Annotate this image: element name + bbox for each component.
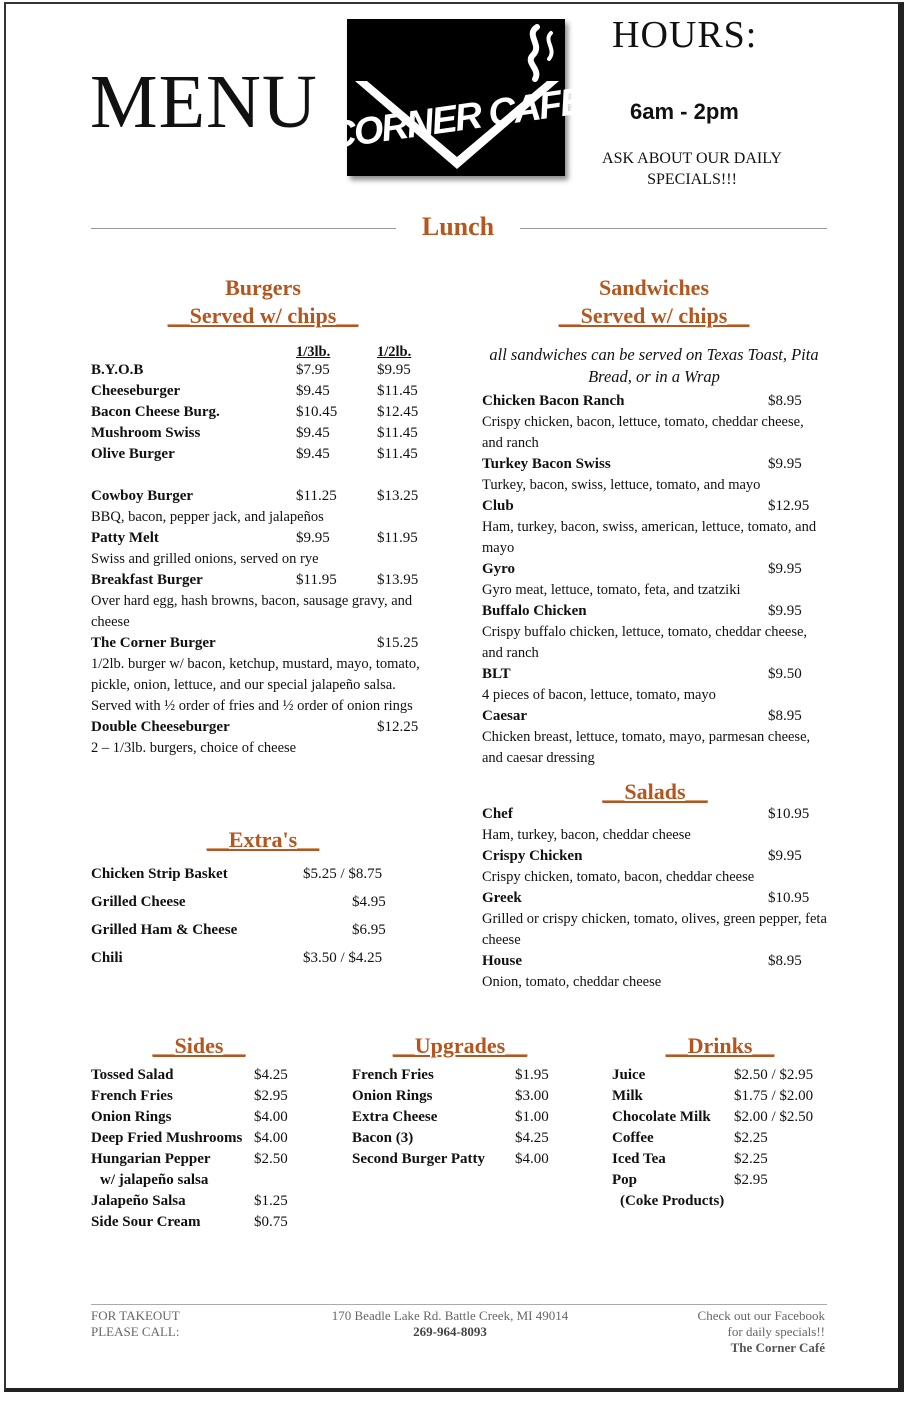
- text-field: $4.00: [515, 1151, 549, 1167]
- menu-item: [612, 1149, 827, 1170]
- text-field: Patty Melt: [91, 530, 159, 546]
- item-subtext: w/ jalapeño salsa: [100, 1172, 209, 1188]
- text-field: $8.95: [768, 708, 802, 724]
- text-field: Olive Burger: [91, 446, 175, 462]
- text-field: Greek: [482, 890, 522, 906]
- text-field: $2.25: [734, 1130, 768, 1146]
- text-field: $9.95: [768, 561, 802, 577]
- menu-item: [352, 1086, 572, 1107]
- text-field: $9.50: [768, 666, 802, 682]
- text-field: $1.25: [254, 1193, 288, 1209]
- text-field: $12.25: [377, 719, 419, 735]
- text-field: Club: [482, 498, 514, 514]
- menu-item: [91, 717, 431, 738]
- menu-item: [91, 528, 431, 549]
- footer-rule: [91, 1304, 827, 1305]
- text-field: $9.95: [768, 456, 802, 472]
- corner-cafe-logo: [325, 19, 587, 176]
- size-header-half: 1/2lb.: [377, 344, 412, 360]
- item-description: Onion, tomato, cheddar cheese: [482, 974, 662, 990]
- item-description: Gyro meat, lettuce, tomato, feta, and tzatziki: [482, 582, 741, 598]
- text-field: __Served w/ chips__: [167, 303, 359, 328]
- extras-heading: __Extra's__: [206, 827, 320, 852]
- item-description: Grilled or crispy chicken, tomato, olives, green pepper, feta cheese: [482, 911, 827, 948]
- menu-item: [91, 920, 411, 948]
- text-field: $8.95: [768, 953, 802, 969]
- menu-item: [612, 1128, 827, 1149]
- text-field: $4.25: [515, 1130, 549, 1146]
- menu-item: [352, 1065, 572, 1086]
- text-field: $2.00 / $2.50: [734, 1109, 814, 1125]
- menu-item: [91, 1149, 311, 1170]
- text-field: BLT: [482, 666, 511, 682]
- text-field: Bacon (3): [352, 1130, 414, 1146]
- specials-note: ASK ABOUT OUR DAILY SPECIALS!!!: [602, 150, 782, 188]
- item-description: 4 pieces of bacon, lettuce, tomato, mayo: [482, 687, 716, 703]
- text-field: $9.45: [296, 383, 330, 399]
- sandwiches-note: all sandwiches can be served on Texas Toast, Pita Bread, or in a Wrap: [489, 345, 819, 386]
- menu-item: [482, 496, 827, 517]
- size-header-third: 1/3lb.: [296, 344, 331, 360]
- sandwiches-heading: [520, 274, 788, 330]
- text-field: Gyro: [482, 561, 516, 577]
- footer-takeout: [91, 1308, 180, 1340]
- extras-list: [91, 864, 411, 976]
- text-field: $4.00: [254, 1130, 288, 1146]
- menu-item: [91, 864, 411, 892]
- text-field: Double Cheeseburger: [91, 719, 230, 735]
- text-field: $13.95: [377, 572, 419, 588]
- menu-item: [482, 559, 827, 580]
- item-description: Turkey, bacon, swiss, lettuce, tomato, and mayo: [482, 477, 761, 493]
- item-description: Crispy chicken, bacon, lettuce, tomato, cheddar cheese, and ranch: [482, 414, 804, 451]
- text-field: $9.95: [768, 603, 802, 619]
- text-field: $2.50: [254, 1151, 288, 1167]
- menu-item: [91, 1191, 311, 1212]
- item-description: 2 – 1/3lb. burgers, choice of cheese: [91, 740, 297, 756]
- drinks-heading: __Drinks__: [665, 1033, 775, 1058]
- menu-item: [91, 570, 431, 591]
- text-field: Deep Fried Mushrooms: [91, 1130, 243, 1146]
- text-field: Hungarian Pepper: [91, 1151, 211, 1167]
- text-field: Chicken Bacon Ranch: [482, 393, 625, 409]
- menu-item: [91, 892, 411, 920]
- menu-item: [91, 402, 431, 423]
- menu-item: [612, 1170, 827, 1191]
- text-field: $9.95: [296, 530, 330, 546]
- hours-value: 6am - 2pm: [630, 99, 739, 124]
- text-field: $12.45: [377, 404, 419, 420]
- cafe-name: The Corner Café: [730, 1340, 825, 1355]
- sides-list: [91, 1065, 311, 1233]
- text-field: House: [482, 953, 523, 969]
- text-field: Caesar: [482, 708, 527, 724]
- text-field: $0.75: [254, 1214, 288, 1230]
- text-field: Cowboy Burger: [91, 488, 194, 504]
- text-field: $11.45: [377, 425, 418, 441]
- menu-item: [482, 601, 827, 622]
- text-field: $4.00: [254, 1109, 288, 1125]
- menu-item: [91, 423, 431, 444]
- text-field: Pop: [612, 1172, 638, 1188]
- menu-item: [91, 1086, 311, 1107]
- item-description: 1/2lb. burger w/ bacon, ketchup, mustard, mayo, tomato, pickle, onion, lettuce, and our special jalapeño salsa. Served with ½ order of fries and ½ order of onion rings: [91, 656, 420, 714]
- text-field: $4.95: [352, 894, 386, 910]
- menu-item: [482, 951, 827, 972]
- text-field: Buffalo Chicken: [482, 603, 587, 619]
- text-field: $4.25: [254, 1067, 288, 1083]
- item-description: Ham, turkey, bacon, cheddar cheese: [482, 827, 691, 843]
- menu-item: [482, 454, 827, 475]
- text-field: $6.95: [352, 922, 386, 938]
- menu-item: [352, 1107, 572, 1128]
- menu-item: [91, 1212, 311, 1233]
- menu-title: MENU: [90, 60, 318, 144]
- text-field: $10.45: [296, 404, 338, 420]
- text-field: $9.95: [377, 362, 411, 378]
- text-field: Side Sour Cream: [91, 1214, 201, 1230]
- text-field: Tossed Salad: [91, 1067, 174, 1083]
- burgers-heading: [132, 274, 394, 330]
- menu-item: [91, 444, 431, 465]
- text-field: Grilled Ham & Cheese: [91, 922, 238, 938]
- menu-item: [482, 846, 827, 867]
- text-field: $11.45: [377, 446, 418, 462]
- burgers-list: [91, 360, 431, 759]
- text-field: $11.25: [296, 488, 337, 504]
- item-description: Crispy buffalo chicken, lettuce, tomato, cheddar cheese, and ranch: [482, 624, 808, 661]
- text-field: Mushroom Swiss: [91, 425, 201, 441]
- text-field: Grilled Cheese: [91, 894, 186, 910]
- text-field: $11.45: [377, 383, 418, 399]
- text-field: Check out our Facebook: [697, 1308, 825, 1323]
- menu-item: [91, 948, 411, 976]
- text-field: Onion Rings: [352, 1088, 433, 1104]
- menu-item: [91, 486, 431, 507]
- text-field: $2.95: [734, 1172, 768, 1188]
- text-field: French Fries: [352, 1067, 434, 1083]
- menu-item: [91, 1065, 311, 1086]
- menu-item: [91, 633, 431, 654]
- menu-item: [482, 664, 827, 685]
- item-description: Swiss and grilled onions, served on rye: [91, 551, 319, 567]
- svg-text:CORNER CAFE: CORNER CAFE: [325, 80, 587, 158]
- text-field: $12.95: [768, 498, 810, 514]
- item-description: BBQ, bacon, pepper jack, and jalapeños: [91, 509, 324, 525]
- text-field: French Fries: [91, 1088, 173, 1104]
- item-description: Over hard egg, hash browns, bacon, sausage gravy, and cheese: [91, 593, 413, 630]
- menu-item: [612, 1065, 827, 1086]
- text-field: PLEASE CALL:: [91, 1324, 180, 1339]
- text-field: Cheeseburger: [91, 383, 181, 399]
- text-field: Extra Cheese: [352, 1109, 438, 1125]
- text-field: __Served w/ chips__: [558, 303, 750, 328]
- text-field: $9.95: [768, 848, 802, 864]
- address: 170 Beadle Lake Rd. Battle Creek, MI 49014: [331, 1308, 569, 1323]
- menu-item: [352, 1128, 572, 1149]
- menu-item: [91, 1107, 311, 1128]
- text-field: Second Burger Patty: [352, 1151, 486, 1167]
- phone-number: 269-964-8093: [413, 1324, 487, 1339]
- menu-item: [482, 804, 827, 825]
- salads-list: [482, 804, 827, 993]
- menu-item: [482, 888, 827, 909]
- text-field: Crispy Chicken: [482, 848, 583, 864]
- text-field: $2.25: [734, 1151, 768, 1167]
- text-field: Burgers: [225, 275, 301, 300]
- text-field: $1.00: [515, 1109, 549, 1125]
- text-field: Coffee: [612, 1130, 654, 1146]
- text-field: $3.00: [515, 1088, 549, 1104]
- divider-left: [91, 228, 396, 229]
- text-field: $1.95: [515, 1067, 549, 1083]
- sides-heading: __Sides__: [152, 1033, 246, 1058]
- logo-graphic: [325, 19, 587, 176]
- text-field: $7.95: [296, 362, 330, 378]
- menu-item: [91, 1128, 311, 1149]
- menu-item: [482, 706, 827, 727]
- text-field: $11.95: [377, 530, 418, 546]
- text-field: FOR TAKEOUT: [91, 1308, 180, 1323]
- item-subtext: (Coke Products): [620, 1193, 725, 1209]
- text-field: $9.45: [296, 425, 330, 441]
- sandwiches-list: [482, 391, 827, 769]
- text-field: Chicken Strip Basket: [91, 866, 228, 882]
- text-field: B.Y.O.B: [91, 362, 144, 378]
- menu-item: [612, 1086, 827, 1107]
- upgrades-heading: __Upgrades__: [392, 1033, 528, 1058]
- footer-contact: [300, 1308, 600, 1340]
- footer-facebook: [620, 1308, 825, 1356]
- text-field: Onion Rings: [91, 1109, 172, 1125]
- text-field: $11.95: [296, 572, 337, 588]
- text-field: Breakfast Burger: [91, 572, 203, 588]
- menu-item: [91, 381, 431, 402]
- text-field: Sandwiches: [598, 275, 710, 300]
- item-description: Crispy chicken, tomato, bacon, cheddar cheese: [482, 869, 755, 885]
- text-field: Chili: [91, 950, 123, 966]
- drinks-list: [612, 1065, 827, 1212]
- text-field: $13.25: [377, 488, 419, 504]
- menu-item: [612, 1107, 827, 1128]
- text-field: $10.95: [768, 806, 810, 822]
- menu-item: [352, 1149, 572, 1170]
- upgrades-list: [352, 1065, 572, 1170]
- item-description: Chicken breast, lettuce, tomato, mayo, parmesan cheese, and caesar dressing: [482, 729, 811, 766]
- menu-item: [482, 391, 827, 412]
- menu-item: [91, 360, 431, 381]
- text-field: Juice: [612, 1067, 646, 1083]
- text-field: Iced Tea: [612, 1151, 666, 1167]
- text-field: Chef: [482, 806, 513, 822]
- lunch-heading: Lunch: [421, 212, 495, 241]
- item-description: Ham, turkey, bacon, swiss, american, lettuce, tomato, and mayo: [482, 519, 817, 556]
- text-field: $15.25: [377, 635, 419, 651]
- text-field: Bacon Cheese Burg.: [91, 404, 220, 420]
- text-field: Jalapeño Salsa: [91, 1193, 186, 1209]
- text-field: $10.95: [768, 890, 810, 906]
- divider-right: [520, 228, 827, 229]
- text-field: $3.50 / $4.25: [303, 950, 383, 966]
- text-field: $2.95: [254, 1088, 288, 1104]
- text-field: $5.25 / $8.75: [303, 866, 383, 882]
- salads-heading: __Salads__: [602, 779, 708, 804]
- hours-label: HOURS:: [612, 14, 758, 56]
- text-field: Turkey Bacon Swiss: [482, 456, 611, 472]
- text-field: Chocolate Milk: [612, 1109, 711, 1125]
- text-field: $9.45: [296, 446, 330, 462]
- text-field: $8.95: [768, 393, 802, 409]
- text-field: $2.50 / $2.95: [734, 1067, 814, 1083]
- text-field: The Corner Burger: [91, 635, 216, 651]
- text-field: $1.75 / $2.00: [734, 1088, 814, 1104]
- text-field: Milk: [612, 1088, 643, 1104]
- text-field: for daily specials!!: [727, 1324, 825, 1339]
